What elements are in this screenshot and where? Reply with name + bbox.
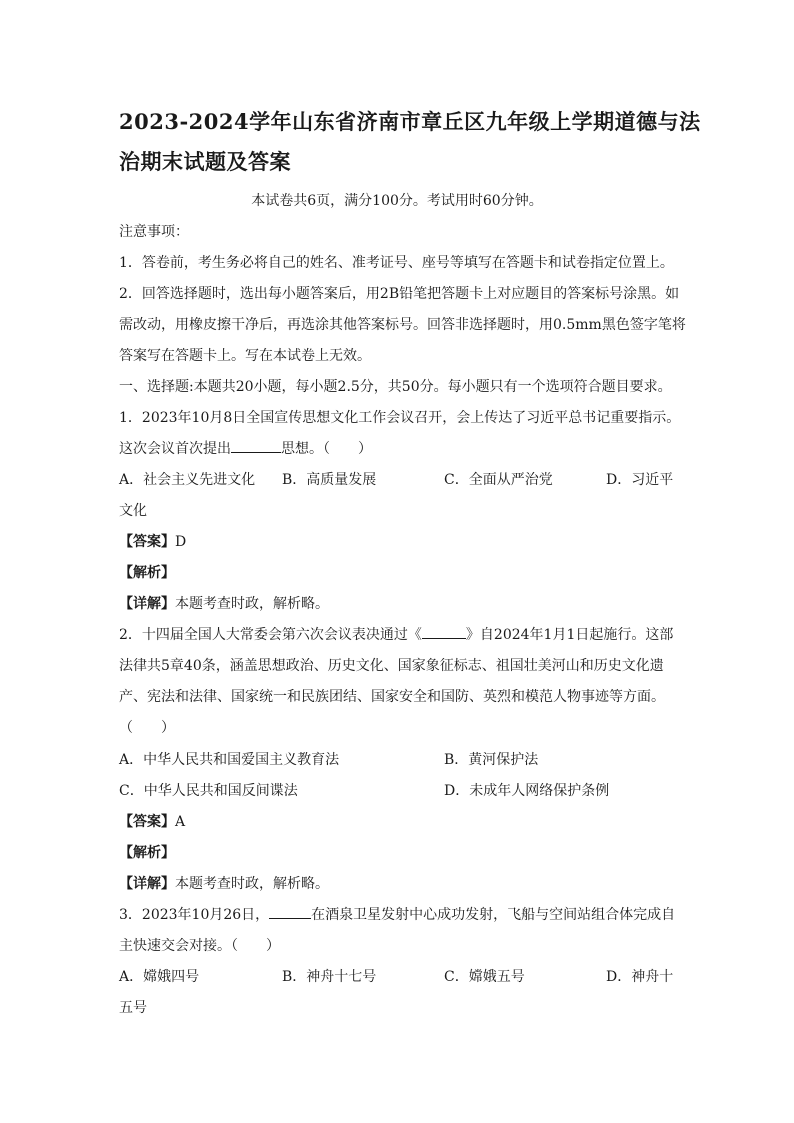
q1-option-c: C．全面从严治党 — [444, 472, 553, 488]
answer-label: 【答案】 — [119, 534, 175, 550]
q3-option-c: C．嫦娥五号 — [444, 969, 525, 985]
q2-analysis-label: 【解析】 — [119, 845, 175, 861]
answer-value: A — [175, 814, 186, 830]
q2-option-d: D．未成年人网络保护条例 — [444, 783, 610, 799]
notes-item-2-line2: 需改动，用橡皮擦干净后，再选涂其他答案标号。回答非选择题时，用0.5mm黑色签字笔将 — [119, 317, 686, 333]
q3-blank — [269, 906, 311, 919]
q1-option-d-cont: 文化 — [119, 503, 147, 519]
q1-answer — [119, 531, 186, 551]
detail-label: 【详解】 — [119, 876, 175, 892]
detail-label: 【详解】 — [119, 596, 175, 612]
exam-info: 本试卷共6页，满分100分。考试用时60分钟。 — [251, 193, 543, 209]
detail-text: 本题考查时政，解析略。 — [175, 596, 329, 612]
q2-option-b: B．黄河保护法 — [444, 752, 539, 768]
q1-option-b: B．高质量发展 — [282, 472, 377, 488]
q1-analysis-label: 【解析】 — [119, 565, 175, 581]
answer-value: D — [175, 534, 187, 550]
q3-option-d: D．神舟十 — [606, 969, 674, 985]
q3-stem-text: 3．2023年10月26日， — [119, 907, 270, 923]
q2-stem-text-end: 》自2024年1月1日起施行。这部 — [465, 627, 674, 643]
q2-stem-line4: （ ） — [119, 720, 175, 736]
notes-item-2-line1: 2．回答选择题时，选出每小题答案后，用2B铅笔把答题卡上对应题目的答案标号涂黑。如 — [119, 286, 680, 302]
q2-option-a: A．中华人民共和国爱国主义教育法 — [119, 752, 340, 768]
q2-stem-text: 2．十四届全国人大常委会第六次会议表决通过《 — [119, 627, 422, 643]
q1-stem-line1: 1．2023年10月8日全国宣传思想文化工作会议召开，会上传达了习近平总书记重要指示。 — [119, 410, 681, 426]
q1-blank — [231, 440, 281, 453]
q3-stem-line2: 主快速交会对接。（ ） — [119, 938, 280, 954]
notes-heading: 注意事项： — [119, 224, 189, 240]
document-title-line2: 治期末试题及答案 — [119, 149, 291, 174]
answer-label: 【答案】 — [119, 814, 175, 830]
q3-stem-text-end: 在酒泉卫星发射中心成功发射，飞船与空间站组合体完成自 — [311, 907, 676, 923]
q2-option-c: C．中华人民共和国反间谍法 — [119, 783, 298, 799]
q1-stem-text-end: 思想。（ ） — [281, 441, 372, 457]
q1-stem-line2 — [119, 438, 372, 458]
q3-option-d-cont: 五号 — [119, 1000, 147, 1016]
q2-detail — [119, 873, 329, 893]
q3-option-b: B．神舟十七号 — [282, 969, 377, 985]
q1-option-d: D．习近平 — [606, 472, 674, 488]
q2-answer — [119, 811, 185, 831]
q2-stem-line2: 法律共5章40条，涵盖思想政治、历史文化、国家象征标志、祖国壮美河山和历史文化遗 — [119, 658, 664, 674]
q2-stem-line3: 产、宪法和法律、国家统一和民族团结、国家安全和国防、英烈和模范人物事迹等方面。 — [119, 689, 665, 705]
q1-option-a: A．社会主义先进文化 — [119, 472, 256, 488]
q3-option-a: A．嫦娥四号 — [119, 969, 200, 985]
detail-text: 本题考查时政，解析略。 — [175, 876, 329, 892]
document-title-line1: 2023-2024学年山东省济南市章丘区九年级上学期道德与法 — [119, 109, 701, 134]
section-1-heading: 一、选择题:本题共20小题，每小题2.5分，共50分。每小题只有一个选项符合题目要求。 — [119, 379, 672, 395]
q2-blank — [422, 626, 466, 639]
notes-item-1: 1．答卷前，考生务必将自己的姓名、准考证号、座号等填写在答题卡和试卷指定位置上。 — [119, 255, 674, 271]
q1-detail — [119, 593, 329, 613]
q3-stem-line1 — [119, 904, 675, 924]
q2-stem-line1 — [119, 624, 673, 644]
notes-item-2-line3: 答案写在答题卡上。写在本试卷上无效。 — [119, 348, 371, 364]
q1-stem-text: 这次会议首次提出 — [119, 441, 231, 457]
